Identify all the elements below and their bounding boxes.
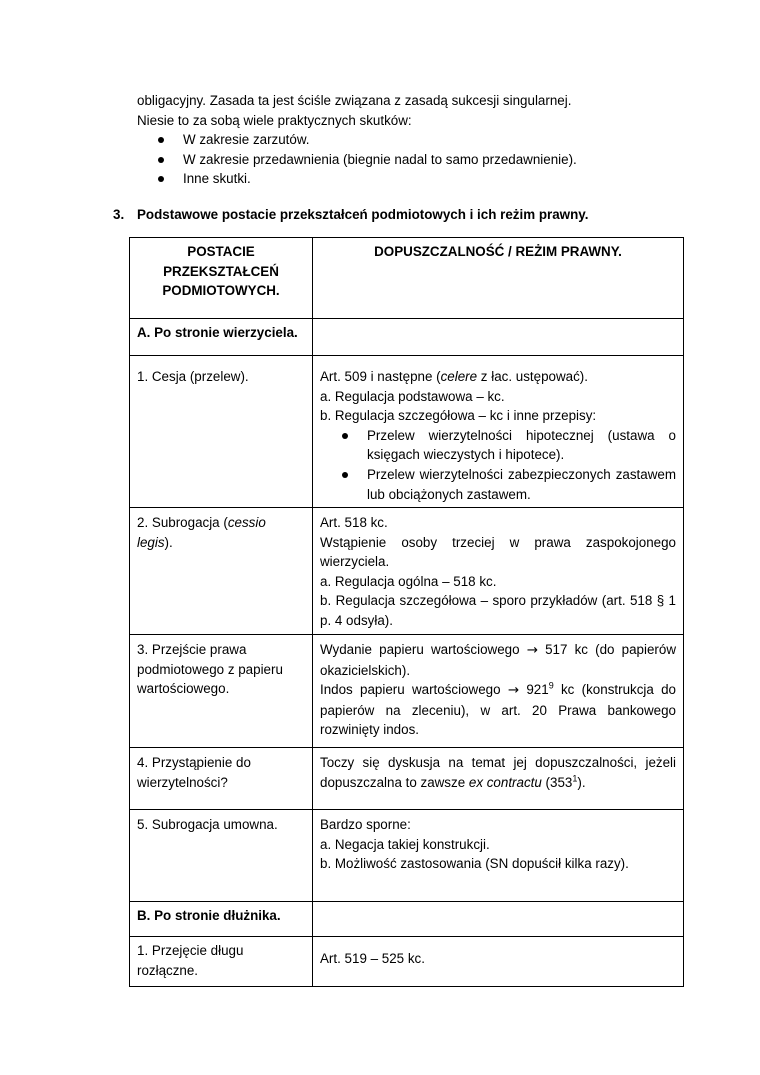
intro-line: Niesie to za sobą wiele praktycznych skutków: — [137, 112, 412, 128]
content-line: a. Regulacja ogólna – 518 kc. — [320, 573, 497, 589]
content-line: a. Regulacja podstawowa – kc. — [320, 388, 505, 404]
row-content — [313, 748, 684, 810]
row-label: 5. Subrogacja umowna. — [130, 810, 313, 902]
group-row-debtor — [130, 902, 684, 937]
row-content — [313, 810, 684, 902]
intro-bullet-list — [137, 130, 697, 189]
text-span: Toczy się dyskusja na temat jej dopuszczalności, jeżeli dopuszczalna to zawsze — [320, 755, 676, 790]
italic-term: cessio legis — [137, 515, 266, 550]
row-label — [130, 508, 313, 635]
text-span: Wydanie papieru wartościowego — [320, 642, 527, 657]
empty-cell — [313, 902, 684, 937]
row-label: 1. Cesja (przelew). — [130, 356, 313, 508]
content-line — [320, 680, 676, 740]
group-label: B. Po stronie dłużnika. — [130, 902, 313, 937]
row-content — [313, 635, 684, 748]
content-line: Art. 518 kc. — [320, 515, 388, 530]
arrow-right-icon: → — [507, 683, 520, 699]
section-number: 3. — [113, 207, 125, 222]
row-label: 3. Przejście prawa podmiotowego z papieru wartościowego. — [130, 635, 313, 748]
text-span: ). — [577, 774, 586, 790]
list-item: Przelew wierzytelności hipotecznej (ustawa o księgach wieczystych i hipotece). — [320, 426, 676, 465]
italic-term: celere — [440, 369, 478, 384]
section-title: Podstawowe postacie przekształceń podmiotowych i ich reżim prawny. — [137, 207, 589, 222]
row-bullet-list — [320, 426, 676, 504]
arrow-right-icon: → — [526, 643, 538, 658]
list-item: Inne skutki. — [137, 169, 697, 189]
list-item: W zakresie zarzutów. — [137, 130, 697, 150]
text-span: 921 — [519, 682, 549, 698]
list-item: Przelew wierzytelności zabezpieczonych zastawem lub obciążonych zastawem. — [320, 465, 676, 504]
content-line: b. Możliwość zastosowania (SN dopuścił kilka razy). — [320, 856, 629, 872]
italic-term: ex contractu — [468, 774, 542, 790]
text-span: Art. 509 i następne ( — [320, 369, 441, 384]
text-span: ). — [164, 534, 173, 550]
text-span: Indos papieru wartościowego — [320, 682, 508, 698]
transformations-table — [129, 237, 684, 987]
superscript: 1 — [572, 773, 578, 784]
text-span: z łac. ustępować). — [477, 369, 588, 384]
text-span: 517 kc (do papierów okazicielskich). — [320, 642, 676, 678]
superscript: 9 — [548, 680, 554, 691]
content-line — [320, 640, 676, 680]
content-line: b. Regulacja szczegółowa – sporo przykładów (art. 518 § 1 p. 4 odsyła). — [320, 593, 676, 628]
list-item: W zakresie przedawnienia (biegnie nadal to samo przedawnienie). — [137, 150, 697, 170]
table-row — [130, 508, 684, 635]
table-row — [130, 748, 684, 810]
table-row — [130, 810, 684, 902]
row-content — [313, 356, 684, 508]
table-row — [130, 635, 684, 748]
table-header-row — [130, 238, 684, 319]
empty-cell — [313, 319, 684, 356]
row-content — [313, 508, 684, 635]
row-label: 1. Przejęcie długu rozłączne. — [130, 937, 313, 987]
row-label: 4. Przystąpienie do wierzytelności? — [130, 748, 313, 810]
text-span: 2. Subrogacja ( — [137, 515, 228, 530]
content-line: b. Regulacja szczegółowa – kc i inne przepisy: — [320, 408, 597, 424]
content-line: Bardzo sporne: — [320, 817, 411, 832]
content-line — [320, 367, 676, 387]
group-label: A. Po stronie wierzyciela. — [130, 319, 313, 356]
group-row-creditor — [130, 319, 684, 356]
header-cell-forms: POSTACIE PRZEKSZTAŁCEŃ PODMIOTOWYCH. — [130, 238, 313, 319]
row-content: Art. 519 – 525 kc. — [313, 937, 684, 987]
text-span: (353 — [541, 774, 573, 790]
content-line: Wstąpienie osoby trzeciej w prawa zaspokojonego wierzyciela. — [320, 534, 676, 570]
section-heading — [113, 205, 713, 225]
intro-line: obligacyjny. Zasada ta jest ściśle związana z zasadą sukcesji singularnej. — [137, 93, 572, 108]
text-span: kc (konstrukcja do papierów na zleceniu), w art. 20 Prawa bankowego rozwinięty indos. — [320, 682, 676, 738]
header-cell-regime: DOPUSZCZALNOŚĆ / REŻIM PRAWNY. — [313, 238, 684, 319]
intro-block — [137, 91, 697, 189]
table-row — [130, 356, 684, 508]
table-row — [130, 937, 684, 987]
content-line: a. Negacja takiej konstrukcji. — [320, 836, 490, 852]
